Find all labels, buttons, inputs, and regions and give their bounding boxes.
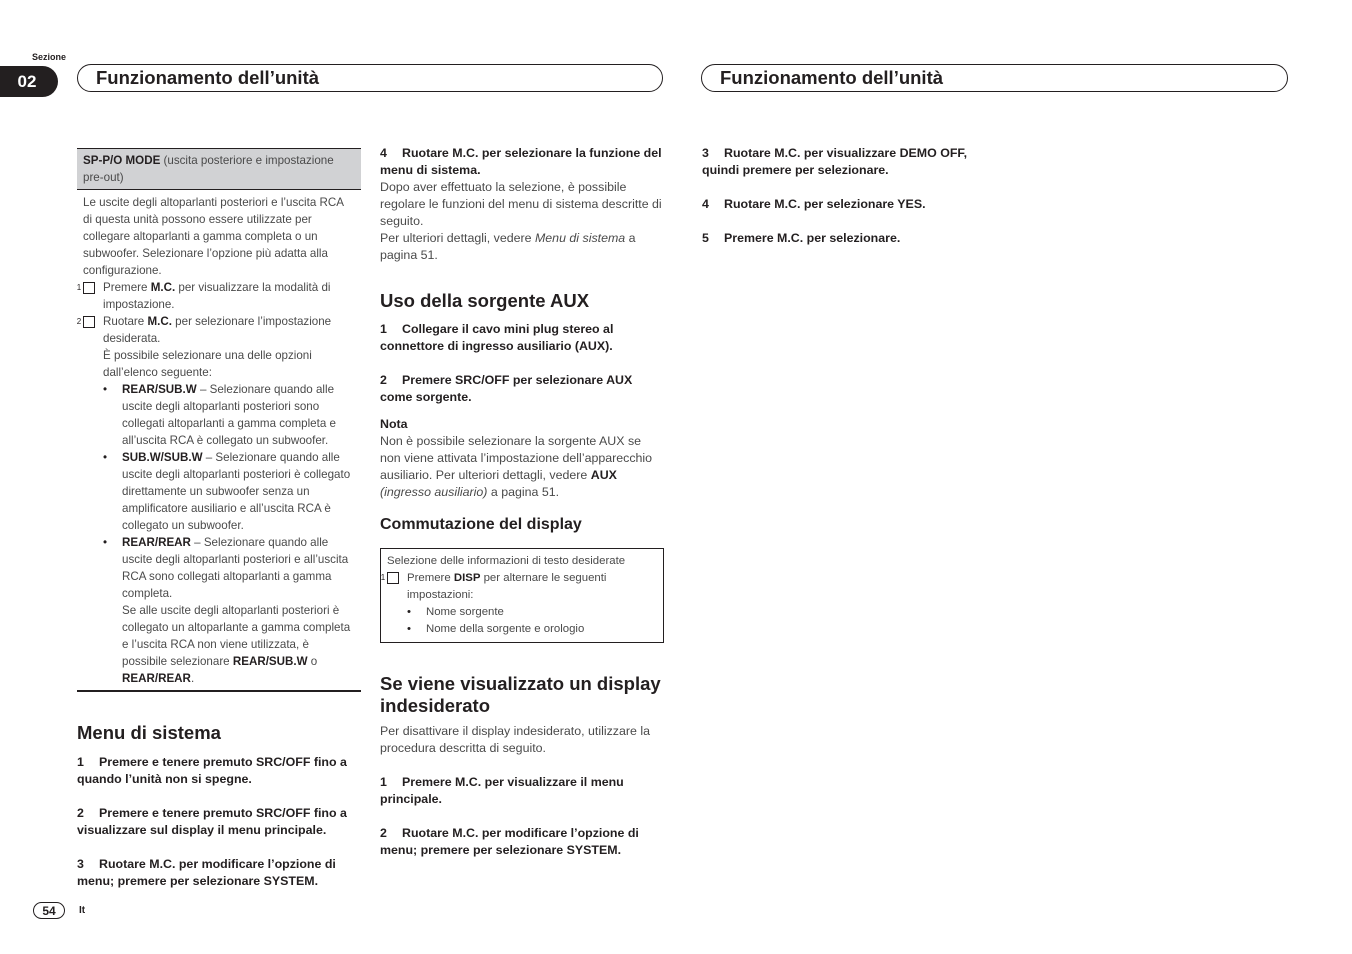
bullet-text: Nome della sorgente e orologio: [426, 623, 585, 635]
page-number: 54: [33, 902, 65, 919]
menu-step-2: [77, 805, 361, 839]
key: DISP: [453, 572, 481, 584]
text: a pagina 51.: [380, 231, 636, 262]
step-number: 5: [702, 231, 709, 245]
aux-section-title: Uso della sorgente AUX: [380, 290, 590, 311]
text: Premere: [407, 572, 454, 584]
section-number-tab: 02: [0, 66, 58, 97]
box-step-2: [76, 313, 355, 347]
aux-step-1: [380, 321, 664, 355]
bullet: •: [103, 451, 108, 464]
text: per selezionare l’impostazione desiderata.: [103, 315, 332, 345]
undesired-display-title: Se viene visualizzato un display indesiderato: [380, 673, 661, 716]
text: Per ulteriori dettagli, vedere: [380, 231, 535, 245]
undesired-step-5: [702, 230, 986, 247]
step-number: 2: [380, 373, 387, 387]
option-rear-rear: [103, 534, 355, 602]
info-box-head: Selezione delle informazioni di testo desiderate: [387, 555, 626, 567]
step-4-body: Dopo aver effettuato la selezione, è possibile regolare le funzioni del menu di sistema descritte di seguito.: [380, 180, 662, 228]
option-key: SUB.W/SUB.W: [122, 451, 203, 464]
step-number-box: 2: [83, 316, 95, 328]
key: REAR/REAR: [122, 672, 191, 685]
menu-step-1: [77, 754, 361, 788]
option-key: REAR/SUB.W: [122, 383, 197, 396]
text: a pagina 51.: [487, 485, 560, 499]
undesired-step-3: [702, 145, 986, 179]
step-text: Ruotare M.C. per modificare l’opzione di menu; premere per selezionare SYSTEM.: [77, 857, 336, 888]
step-text: Ruotare M.C. per selezionare la funzione del menu di sistema.: [380, 146, 662, 177]
menu-section-title: Menu di sistema: [77, 722, 221, 743]
text: Premere: [103, 281, 151, 294]
section-header-left: Funzionamento dell’unità: [77, 64, 663, 92]
display-section-title: Commutazione del display: [380, 516, 582, 533]
option-text: – Selezionare quando alle uscite degli altoparlanti posteriori e all’uscita RCA sono collegati altoparlanti a gamma completa.: [122, 536, 349, 600]
text: Non è possibile selezionare la sorgente AUX se non viene attivata l’impostazione dell’apparecchio ausiliario. Per ulteriori dettagli, vedere: [380, 434, 653, 482]
settings-box-header: [77, 148, 361, 190]
step-number: 2: [77, 806, 84, 820]
text: o: [307, 655, 318, 668]
step-text: Ruotare M.C. per modificare l’opzione di menu; premere per selezionare SYSTEM.: [380, 826, 639, 857]
info-box-bullet-1: [407, 604, 657, 621]
step-number: 2: [380, 826, 387, 840]
key: REAR/SUB.W: [232, 655, 308, 668]
step-text: Premere SRC/OFF per selezionare AUX come sorgente.: [380, 373, 633, 404]
undesired-display-body: Per disattivare il display indesiderato, utilizzare la procedura descritta di seguito.: [380, 724, 650, 755]
step-number: 4: [380, 146, 387, 160]
column-3: [702, 145, 986, 247]
language-code: It: [79, 905, 86, 916]
option-key: REAR/REAR: [122, 536, 191, 549]
bullet: •: [103, 536, 108, 549]
menu-step-4: [380, 145, 664, 179]
step-number-box: 1: [387, 572, 399, 584]
note-title: Nota: [380, 417, 408, 431]
step-number: 1: [380, 775, 387, 789]
ref-title: Menu di sistema: [534, 231, 626, 245]
box-bottom-rule: [77, 690, 361, 692]
column-2: [380, 145, 664, 859]
option-text: – Selezionare quando alle uscite degli altoparlanti posteriori è collegato direttamente un subwoofer senza un amplificatore ausiliario e all’uscita RCA è collegato un subwoofer.: [122, 451, 351, 532]
ref-title: (ingresso ausiliario): [380, 485, 488, 499]
undesired-step-2: [380, 825, 664, 859]
step-text: Ruotare M.C. per visualizzare DEMO OFF, quindi premere per selezionare.: [702, 146, 968, 177]
text: per visualizzare la modalità di impostazione.: [103, 281, 331, 311]
step-text: Premere e tenere premuto SRC/OFF fino a visualizzare sul display il menu principale.: [77, 806, 347, 837]
info-box-bullet-2: [407, 621, 657, 638]
step-number-box: 1: [83, 282, 95, 294]
step-text: Premere e tenere premuto SRC/OFF fino a quando l’unità non si spegne.: [77, 755, 347, 786]
bullet: •: [407, 623, 411, 635]
step-text: Premere M.C. per visualizzare il menu principale.: [380, 775, 624, 806]
bullet-text: Nome sorgente: [426, 606, 504, 618]
step-number: 3: [702, 146, 709, 160]
undesired-step-4: [702, 196, 986, 213]
note-body: [380, 433, 664, 501]
key: AUX: [590, 468, 617, 482]
undesired-step-1: [380, 774, 664, 808]
step-text: Ruotare M.C. per selezionare YES.: [724, 197, 926, 211]
step-4-reference: [380, 230, 664, 264]
option-rear-subw: [103, 381, 355, 449]
section-header-right: Funzionamento dell’unità: [701, 64, 1288, 92]
box-title-key: SP-P/O MODE: [83, 154, 161, 167]
bullet: •: [407, 606, 411, 618]
step-text: Collegare il cavo mini plug stereo al connettore di ingresso ausiliario (AUX).: [380, 322, 614, 353]
box-title-rest: (uscita posteriore e impostazione pre-out): [83, 154, 334, 184]
step-number: 1: [77, 755, 84, 769]
text: Se alle uscite degli altoparlanti posteriori è collegato un altoparlante a gamma completa e l’uscita RCA non viene utilizzata, è possibile selezionare: [122, 604, 351, 668]
box-step-1: [76, 279, 355, 313]
info-box-step-1: [380, 570, 657, 604]
menu-step-3: [77, 856, 361, 890]
options-list: [83, 381, 355, 687]
aux-step-2: [380, 372, 664, 406]
column-1: [77, 148, 361, 890]
bullet: •: [103, 383, 108, 396]
settings-box-body: [77, 190, 361, 687]
key: M.C.: [147, 315, 172, 328]
text: per alternare le seguenti impostazioni:: [407, 572, 607, 601]
step-number: 3: [77, 857, 84, 871]
step-number: 4: [702, 197, 709, 211]
box-intro: Le uscite degli altoparlanti posteriori e l’uscita RCA di questa unità possono essere utilizzate per collegare altoparlanti a gamma completa o un subwoofer. Selezionare l’opzione più adatta alla configurazione.: [83, 196, 344, 277]
display-info-box: [380, 548, 664, 643]
text: Ruotare: [103, 315, 148, 328]
key: M.C.: [150, 281, 176, 294]
option-note: [103, 602, 355, 687]
option-text: – Selezionare quando alle uscite degli altoparlanti posteriori sono collegati altoparlanti a gamma completa e all’uscita RCA è collegato un subwoofer.: [122, 383, 336, 447]
section-label: Sezione: [32, 52, 67, 62]
box-step-2-note: È possibile selezionare una delle opzioni dall’elenco seguente:: [103, 349, 312, 379]
step-text: Premere M.C. per selezionare.: [724, 231, 901, 245]
option-subw-subw: [103, 449, 355, 534]
text: .: [190, 672, 195, 685]
step-number: 1: [380, 322, 387, 336]
